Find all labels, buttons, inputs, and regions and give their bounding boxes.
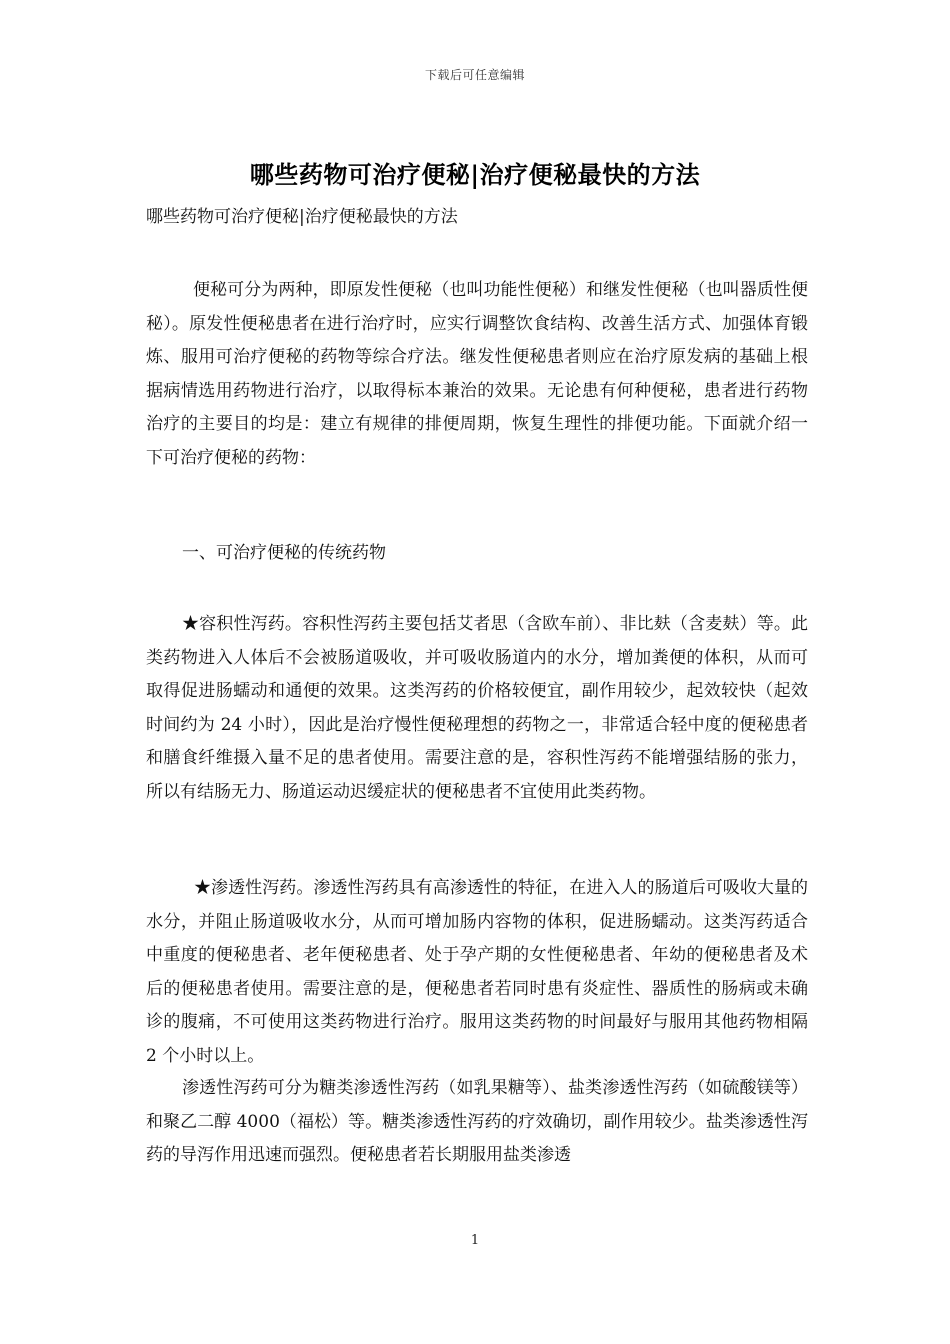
page-subtitle: 哪些药物可治疗便秘|治疗便秘最快的方法 bbox=[146, 207, 458, 227]
paragraph-intro: 便秘可分为两种，即原发性便秘（也叫功能性便秘）和继发性便秘（也叫器质性便秘）。原发性便秘患者在进行治疗时，应实行调整饮食结构、改善生活方式、加强体育锻炼、服用可治疗便秘的药物等综合疗法。继发性便秘患者则应在治疗原发病的基础上根据病情选用药物进行治疗，以取得标本兼治的效果。无论患有何种便秘，患者进行药物治疗的主要目的均是：建立有规律的排便周期，恢复生理性的排便功能。下面就介绍一下可治疗便秘的药物： bbox=[146, 280, 808, 468]
paragraph-osmotic-types: 渗透性泻药可分为糖类渗透性泻药（如乳果糖等）、盐类渗透性泻药（如硫酸镁等）和聚乙二醇 4000（福松）等。糖类渗透性泻药的疗效确切，副作用较少。盐类渗透性泻药的导泻作用迅速而强烈。便秘患者若长期服用盐类渗透 bbox=[146, 1078, 808, 1165]
header-note: 下载后可任意编辑 bbox=[424, 68, 525, 82]
section-heading: 一、可治疗便秘的传统药物 bbox=[182, 543, 386, 563]
page-number: 1 bbox=[470, 1233, 480, 1248]
page-title: 哪些药物可治疗便秘|治疗便秘最快的方法 bbox=[249, 160, 701, 189]
paragraph-osmotic-laxatives: ★渗透性泻药。渗透性泻药具有高渗透性的特征，在进入人的肠道后可吸收大量的水分，并阻止肠道吸收水分，从而可增加肠内容物的体积，促进肠蠕动。这类泻药适合中重度的便秘患者、老年便秘患者、处于孕产期的女性便秘患者、年幼的便秘患者及术后的便秘患者使用。需要注意的是，便秘患者若同时患有炎症性、器质性的肠病或未确诊的腹痛，不可使用这类药物进行治疗。服用这类药物的时间最好与服用其他药物相隔 2 个小时以上。 bbox=[146, 878, 808, 1066]
paragraph-bulk-laxatives: ★容积性泻药。容积性泻药主要包括艾者思（含欧车前）、非比麸（含麦麸）等。此类药物进入人体后不会被肠道吸收，并可吸收肠道内的水分，增加粪便的体积，从而可取得促进肠蠕动和通便的效果。这类泻药的价格较便宜，副作用较少，起效较快（起效时间约为 24 小时），因此是治疗慢性便秘理想的药物之一，非常适合轻中度的便秘患者和膳食纤维摄入量不足的患者使用。需要注意的是，容积性泻药不能增强结肠的张力，所以有结肠无力、肠道运动迟缓症状的便秘患者不宜使用此类药物。 bbox=[146, 614, 808, 802]
